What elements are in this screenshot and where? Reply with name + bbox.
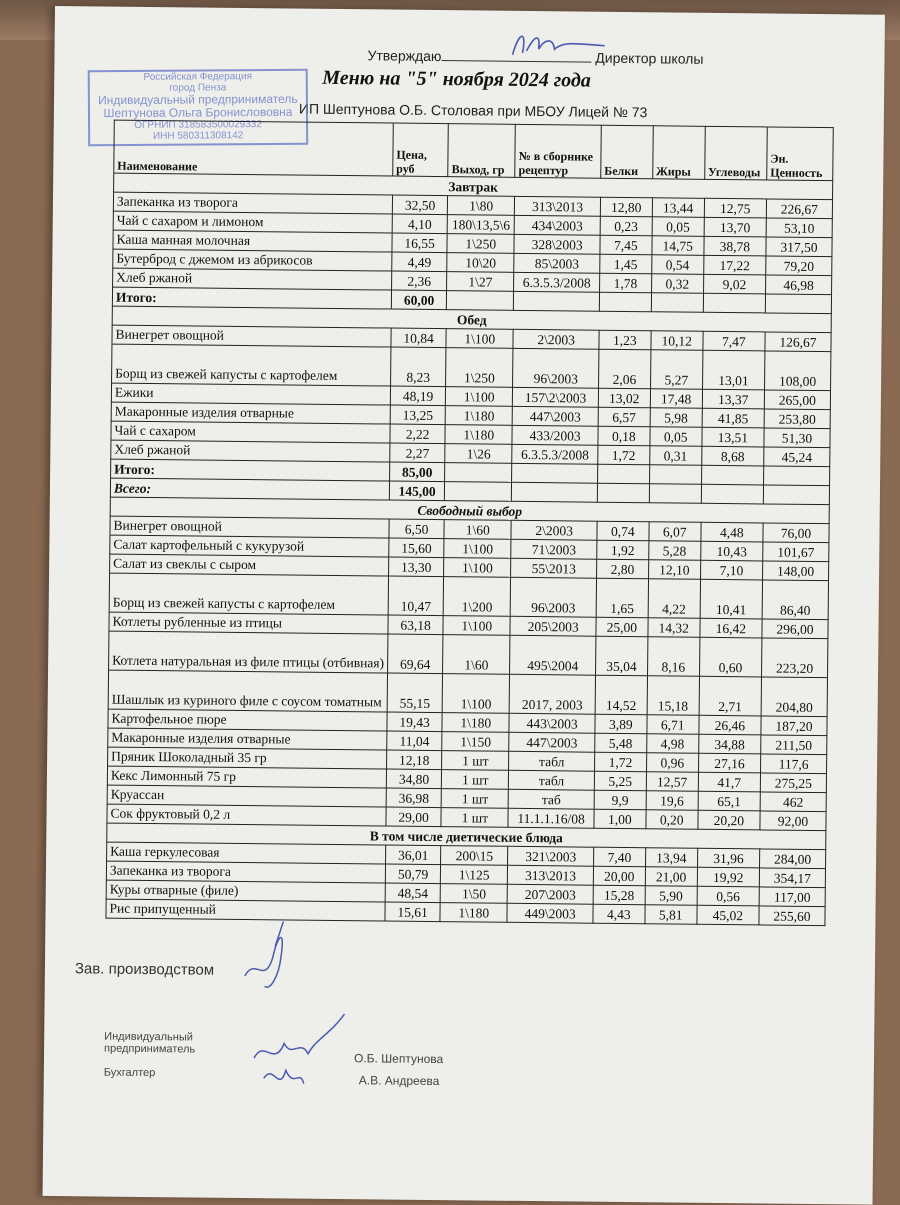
table-cell: 17,22 — [703, 255, 765, 275]
table-cell: 25,00 — [596, 617, 648, 637]
table-cell: 0,31 — [649, 446, 701, 466]
table-cell: 48,54 — [385, 883, 441, 903]
total-value: 85,00 — [389, 462, 445, 482]
table-cell: 1\180 — [440, 903, 507, 923]
dish-name: Сок фруктовый 0,2 л — [107, 804, 386, 826]
table-cell: 126,67 — [765, 332, 831, 352]
table-cell: 4,98 — [646, 734, 698, 754]
table-cell: 187,20 — [761, 716, 827, 736]
table-cell: 2,27 — [390, 443, 446, 463]
table-cell: 207\2003 — [507, 884, 593, 904]
table-cell: 20,20 — [698, 810, 760, 830]
table-row — [112, 344, 831, 391]
company-stamp: Российская Федерация город Пенза Индивидуальный предприниматель Шептунова Ольга Бронислововна ОГРНИП 318583500029332 ИНН 580311308142 — [88, 69, 309, 147]
table-cell: 13,94 — [645, 848, 697, 868]
table-cell: 4,49 — [392, 252, 448, 272]
table-cell: 1,72 — [598, 445, 650, 465]
table-cell: 55\2013 — [511, 558, 597, 578]
table-cell: 495\2004 — [510, 635, 596, 675]
table-cell: 434\2003 — [514, 215, 600, 235]
empty-cell — [649, 484, 701, 504]
table-cell: 108,00 — [765, 351, 831, 391]
table-cell: 38,78 — [704, 236, 766, 256]
table-cell: 200\15 — [441, 846, 508, 866]
table-cell: 6,71 — [647, 715, 699, 735]
empty-cell — [598, 464, 650, 484]
table-cell: 1 шт — [442, 770, 509, 790]
table-cell: 1\100 — [442, 674, 509, 714]
accountant-name: А.В. Андреева — [358, 1073, 440, 1089]
table-cell: 0,56 — [697, 886, 759, 906]
dish-name: Запеканка из творога — [106, 861, 385, 883]
empty-cell — [597, 483, 649, 503]
table-cell: 41,7 — [698, 772, 760, 792]
dish-name: Шашлык из куриного филе с соусом томатным — [108, 670, 387, 712]
table-cell: 265,00 — [764, 390, 830, 410]
table-cell: 15,60 — [389, 538, 445, 558]
table-cell: 19,6 — [646, 791, 698, 811]
table-cell: 4,43 — [593, 904, 645, 924]
table-cell: 19,43 — [387, 712, 443, 732]
dish-name: Винегрет овощной — [110, 516, 389, 538]
table-cell: 79,20 — [766, 256, 832, 276]
dish-name: Пряник Шоколадный 35 гр — [108, 747, 387, 769]
table-cell: 10,43 — [700, 541, 762, 561]
table-cell: 1\60 — [444, 520, 511, 540]
table-cell: 14,52 — [595, 675, 647, 715]
table-cell: 12,57 — [646, 772, 698, 792]
table-cell: 8,23 — [390, 347, 446, 387]
table-cell: 10,47 — [388, 576, 444, 616]
table-cell: 14,75 — [652, 236, 704, 256]
section-title: В том числе диетические блюда — [107, 823, 826, 850]
table-cell: 13,25 — [390, 405, 446, 425]
table-cell: 41,85 — [702, 408, 764, 428]
table-cell: 255,60 — [759, 906, 825, 926]
table-cell: 449\2003 — [507, 903, 593, 923]
table-cell: 226,67 — [766, 199, 832, 219]
table-cell: табл — [509, 770, 595, 790]
empty-cell — [765, 294, 831, 314]
page-title: Меню на "5" ноября 2024 года — [322, 66, 591, 92]
table-cell: 9,9 — [594, 790, 646, 810]
table-cell: 7,40 — [594, 847, 646, 867]
table-cell: 1\80 — [448, 196, 515, 216]
table-cell: 8,68 — [701, 446, 763, 466]
table-cell: таб — [508, 789, 594, 809]
col-price: Цена, руб — [393, 123, 449, 177]
table-cell: 31,96 — [697, 848, 759, 868]
table-cell: 15,28 — [593, 885, 645, 905]
table-cell: 211,50 — [761, 735, 827, 755]
empty-cell — [703, 293, 765, 313]
table-cell: 354,17 — [759, 868, 825, 888]
table-cell: 4,10 — [392, 214, 448, 234]
table-cell: 433/2003 — [512, 425, 598, 445]
dish-name: Бутерброд с джемом из абрикосов — [113, 249, 392, 271]
table-cell: 1\250 — [447, 234, 514, 254]
ip-name: О.Б. Шептунова — [353, 1051, 444, 1067]
table-cell: 1\125 — [441, 865, 508, 885]
table-cell: 4,48 — [701, 522, 763, 542]
table-cell: 2,80 — [597, 559, 649, 579]
table-cell: 13,70 — [704, 217, 766, 237]
table-cell: 0,54 — [651, 255, 703, 275]
table-cell: 14,32 — [648, 618, 700, 638]
table-cell: 12,10 — [648, 560, 700, 580]
table-cell: 9,02 — [703, 274, 765, 294]
table-cell: 16,55 — [392, 233, 448, 253]
table-cell: 275,25 — [760, 773, 826, 793]
empty-cell — [763, 485, 829, 505]
table-cell: 85\2003 — [514, 253, 600, 273]
dish-name: Каша геркулесовая — [107, 842, 386, 864]
table-cell: 69,64 — [387, 634, 443, 674]
empty-cell — [764, 466, 830, 486]
table-cell: 1\26 — [445, 444, 512, 464]
table-cell: 1\250 — [446, 348, 513, 388]
table-cell: 313\2013 — [515, 196, 601, 216]
table-cell: 1\50 — [440, 884, 507, 904]
table-cell: 1 шт — [441, 789, 508, 809]
table-cell: 10,41 — [700, 579, 763, 619]
col-yield: Выход, гр — [448, 124, 515, 178]
table-cell: 5,98 — [650, 408, 702, 428]
table-cell: 4,22 — [648, 579, 700, 619]
dish-name: Борщ из свежей капусты с картофелем — [112, 344, 391, 386]
table-cell: 148,00 — [763, 561, 829, 581]
table-cell: 1\60 — [443, 635, 510, 675]
table-cell: 204,80 — [761, 677, 827, 717]
table-cell: 447\2003 — [512, 406, 598, 426]
table-cell: 96\2003 — [513, 348, 599, 388]
table-cell: 13,51 — [702, 427, 764, 447]
table-cell: 7,45 — [600, 235, 652, 255]
table-cell: 0,74 — [597, 521, 649, 541]
table-cell: 16,42 — [700, 618, 762, 638]
table-cell: 1\100 — [446, 329, 513, 349]
table-cell: 8,16 — [647, 637, 699, 677]
table-cell: 313\2013 — [508, 865, 594, 885]
table-cell: 65,1 — [698, 791, 760, 811]
table-cell: 63,18 — [388, 615, 444, 635]
table-cell: 1\200 — [443, 577, 510, 617]
table-cell: 2,22 — [390, 424, 446, 444]
table-cell: 5,48 — [595, 733, 647, 753]
table-cell: 443\2003 — [509, 713, 595, 733]
table-header — [114, 120, 834, 181]
table-cell: 11.1.1.16/08 — [508, 808, 594, 828]
table-cell: 1\180 — [445, 425, 512, 445]
table-cell: 5,25 — [594, 771, 646, 791]
table-row — [108, 670, 827, 717]
section-title: Свободный выбор — [110, 497, 829, 524]
table-cell: 13,37 — [702, 389, 764, 409]
table-cell: 1\150 — [442, 732, 509, 752]
table-cell: 1\27 — [447, 272, 514, 292]
table-cell: 34,88 — [698, 734, 760, 754]
table-cell: 5,81 — [645, 905, 697, 925]
table-cell: 1\100 — [444, 539, 511, 559]
table-cell: 0,23 — [600, 216, 652, 236]
table-cell: 2\2003 — [513, 329, 599, 349]
dish-name: Макаронные изделия отварные — [111, 402, 390, 424]
total-label: Итого: — [111, 459, 390, 481]
table-cell: 12,75 — [704, 198, 766, 218]
table-cell: 53,10 — [766, 218, 832, 238]
table-cell: 13,44 — [652, 198, 704, 218]
table-cell: 117,00 — [759, 887, 825, 907]
table-cell: 26,46 — [699, 715, 761, 735]
table-cell: 1,23 — [599, 330, 651, 350]
table-cell: 27,16 — [698, 753, 760, 773]
col-energy: Эн. Ценность — [767, 127, 834, 181]
footer-signatures — [243, 1008, 354, 1109]
table-cell: 2\2003 — [511, 520, 597, 540]
table-cell: 71\2003 — [511, 539, 597, 559]
table-cell: 1 шт — [441, 808, 508, 828]
table-cell: 7,47 — [703, 331, 765, 351]
table-cell: 5,27 — [650, 350, 702, 390]
dish-name: Куры отварные (филе) — [106, 880, 385, 902]
table-cell: 13,02 — [598, 388, 650, 408]
empty-cell — [649, 465, 701, 485]
dish-name: Котлета натуральная из филе птицы (отбивная) — [109, 631, 388, 673]
table-cell: 1,00 — [594, 809, 646, 829]
col-recipe: № в сборнике рецептур — [515, 124, 601, 178]
menu-table — [105, 120, 833, 926]
table-cell: 6,07 — [649, 522, 701, 542]
table-cell: 3,89 — [595, 714, 647, 734]
empty-cell — [512, 482, 598, 502]
director-label: Директор школы — [595, 49, 704, 67]
table-cell: 6,50 — [389, 519, 445, 539]
table-cell: 50,79 — [385, 864, 441, 884]
table-cell: 317,50 — [766, 237, 832, 257]
table-cell: 0,05 — [652, 217, 704, 237]
table-cell: 0,96 — [646, 753, 698, 773]
table-cell: 117,6 — [760, 754, 826, 774]
dish-name: Хлеб ржаной — [111, 440, 390, 462]
table-cell: 10\20 — [447, 253, 514, 273]
table-cell: 45,02 — [697, 905, 759, 925]
table-cell: 2017, 2003 — [509, 674, 595, 714]
section-title: Обед — [112, 306, 831, 333]
table-cell: 462 — [760, 792, 826, 812]
table-cell: 48,19 — [390, 386, 446, 406]
table-row — [109, 573, 828, 620]
director-signature — [504, 25, 614, 62]
col-name: Наименование — [114, 120, 393, 176]
table-cell: 10,12 — [651, 331, 703, 351]
table-cell: 1,78 — [600, 273, 652, 293]
dish-name: Чай с сахаром — [111, 421, 390, 443]
approve-label: Утверждаю — [367, 47, 442, 65]
table-cell: 34,80 — [386, 769, 442, 789]
empty-cell — [447, 291, 514, 311]
table-cell: 12,80 — [600, 197, 652, 217]
table-cell: 0,60 — [699, 637, 762, 677]
table-cell: 2,71 — [699, 676, 762, 716]
total-label: Всего: — [110, 478, 389, 500]
table-cell: 6,57 — [598, 407, 650, 427]
dish-name: Кекс Лимонный 75 гр — [107, 766, 386, 788]
table-cell: 1 шт — [442, 751, 509, 771]
empty-cell — [599, 292, 651, 312]
empty-cell — [445, 482, 512, 502]
dish-name: Рис припущенный — [106, 899, 385, 921]
table-cell: 15,61 — [385, 902, 441, 922]
table-cell: 321\2003 — [508, 846, 594, 866]
table-cell: 6.3.5.3/2008 — [512, 444, 598, 464]
table-cell: 253,80 — [764, 409, 830, 429]
table-cell: 36,98 — [386, 788, 442, 808]
table-cell: 205\2003 — [510, 616, 596, 636]
table-cell: 6.3.5.3/2008 — [514, 272, 600, 292]
dish-name: Круассан — [107, 785, 386, 807]
col-protein: Белки — [601, 125, 653, 179]
table-cell: 157\2\2003 — [513, 387, 599, 407]
table-cell: 13,01 — [702, 350, 765, 390]
table-cell: 51,30 — [764, 428, 830, 448]
empty-cell — [514, 291, 600, 311]
dish-name: Запеканка из творога — [113, 192, 392, 214]
dish-name: Котлеты рубленные из птицы — [109, 612, 388, 634]
table-cell: 46,98 — [766, 275, 832, 295]
table-cell: 223,20 — [761, 638, 827, 678]
table-cell: 20,00 — [593, 866, 645, 886]
ip-label: Индивидуальный предприниматель — [104, 1030, 196, 1056]
table-cell: 1\100 — [444, 558, 511, 578]
table-cell: 2,36 — [391, 271, 447, 291]
table-cell: 1\180 — [442, 713, 509, 733]
table-cell: 328\2003 — [514, 234, 600, 254]
table-cell: 1,72 — [595, 752, 647, 772]
table-cell: 180\13,5\6 — [447, 215, 514, 235]
col-fat: Жиры — [652, 126, 705, 180]
table-cell: 1\100 — [446, 387, 513, 407]
table-cell: 7,10 — [700, 560, 762, 580]
table-cell: 86,40 — [762, 580, 828, 620]
table-cell: табл — [509, 751, 595, 771]
table-cell: 29,00 — [386, 807, 442, 827]
accountant-label: Бухгалтер — [103, 1066, 156, 1080]
dish-name: Каша манная молочная — [113, 230, 392, 252]
table-cell: 35,04 — [596, 636, 648, 676]
table-cell: 0,05 — [650, 427, 702, 447]
production-label: Зав. производством — [74, 960, 215, 979]
table-cell: 1\180 — [445, 406, 512, 426]
table-cell: 0,32 — [651, 274, 703, 294]
dish-name: Чай с сахаром и лимоном — [113, 211, 392, 233]
table-cell: 13,30 — [388, 557, 444, 577]
total-value: 60,00 — [391, 290, 447, 310]
table-cell: 15,18 — [647, 676, 699, 716]
table-cell: 76,00 — [763, 523, 829, 543]
table-cell: 1,65 — [596, 578, 648, 618]
empty-cell — [701, 484, 763, 504]
dish-name: Салат картофельный с кукурузой — [110, 535, 389, 557]
col-carbs: Углеводы — [704, 126, 767, 180]
empty-cell — [651, 293, 703, 313]
table-cell: 92,00 — [760, 811, 826, 831]
dish-name: Макаронные изделия отварные — [108, 728, 387, 750]
table-cell: 5,90 — [645, 886, 697, 906]
table-cell: 10,84 — [391, 328, 447, 348]
dish-name: Винегрет овощной — [112, 325, 391, 347]
dish-name: Ежики — [111, 383, 390, 405]
table-cell: 101,67 — [763, 542, 829, 562]
table-cell: 36,01 — [385, 845, 441, 865]
production-signature — [235, 916, 306, 997]
dish-name: Картофельное пюре — [108, 709, 387, 731]
menu-sheet — [43, 6, 885, 1205]
table-cell: 17,48 — [650, 389, 702, 409]
table-cell: 0,20 — [646, 810, 698, 830]
table-cell: 21,00 — [645, 867, 697, 887]
empty-cell — [512, 463, 598, 483]
dish-name: Хлеб ржаной — [113, 268, 392, 290]
table-cell: 45,24 — [764, 447, 830, 467]
table-cell: 55,15 — [387, 673, 443, 713]
table-cell: 1,92 — [597, 540, 649, 560]
dish-name: Борщ из свежей капусты с картофелем — [109, 573, 388, 615]
table-cell: 2,06 — [599, 349, 651, 389]
page-subtitle: ИП Шептунова О.Б. Столовая при МБОУ Лицей № 73 — [298, 100, 648, 121]
table-cell: 32,50 — [392, 195, 448, 215]
table-cell: 11,04 — [387, 731, 443, 751]
table-cell: 296,00 — [762, 619, 828, 639]
total-label: Итого: — [112, 287, 391, 309]
empty-cell — [445, 463, 512, 483]
empty-cell — [701, 465, 763, 485]
table-cell: 1,45 — [600, 254, 652, 274]
table-cell: 5,28 — [648, 541, 700, 561]
table-row — [109, 631, 828, 678]
table-cell: 1\100 — [443, 616, 510, 636]
section-title: Завтрак — [114, 173, 833, 200]
table-cell: 96\2003 — [510, 577, 596, 617]
total-value: 145,00 — [389, 481, 445, 501]
table-cell: 447\2003 — [509, 732, 595, 752]
table-cell: 0,18 — [598, 426, 650, 446]
table-cell: 19,92 — [697, 867, 759, 887]
table-cell: 284,00 — [759, 849, 825, 869]
dish-name: Салат из свеклы с сыром — [110, 554, 389, 576]
table-cell: 12,18 — [386, 750, 442, 770]
